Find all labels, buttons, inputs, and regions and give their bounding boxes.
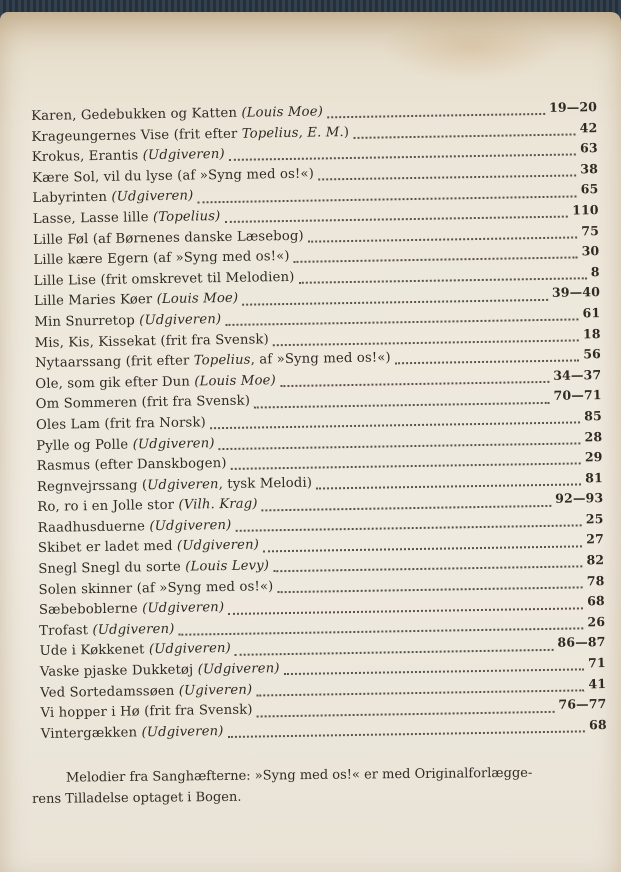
dot-leader: [210, 412, 581, 430]
toc-title: Krokus, Erantis (Udgiveren): [31, 147, 225, 166]
toc-page-number: 26: [587, 613, 606, 630]
dot-leader: [254, 392, 550, 409]
toc-title: Krageungernes Vise (frit efter Topelius, E. M.): [31, 124, 350, 145]
dot-leader: [235, 515, 582, 532]
toc-page-number: 65: [580, 181, 599, 197]
dot-leader: [353, 123, 576, 138]
toc-title: Lille Føl (af Børnenes danske Læsebog): [32, 228, 304, 248]
toc-title: Sæbeboblerne (Udgiveren): [38, 600, 225, 619]
toc-page-number: 42: [579, 119, 598, 135]
toc-page-number: 19—20: [548, 99, 598, 115]
toc-page-number: 63: [579, 140, 598, 156]
toc-title: Regnvejrssang (Udgiveren, tysk Melodi): [36, 475, 313, 495]
toc-page-number: 68: [588, 716, 607, 733]
toc-page-number: 34—37: [553, 366, 602, 383]
toc-title: Vi hopper i Hø (frit fra Svensk): [40, 702, 253, 722]
dot-leader: [294, 247, 578, 263]
toc-title: Ole, som gik efter Dun (Louis Moe): [35, 372, 276, 392]
dot-leader: [318, 165, 577, 181]
toc-page-number: 18: [582, 325, 601, 341]
toc-page-number: 78: [586, 572, 605, 588]
footer-note: [32, 762, 592, 810]
toc-page-number: 70—71: [553, 387, 602, 404]
toc-title: Vintergækken (Udgiveren): [40, 723, 224, 742]
toc-title: Lasse, Lasse lille (Topelius): [32, 209, 221, 227]
toc-page-number: 82: [586, 552, 605, 568]
dot-leader: [229, 144, 577, 161]
dot-leader: [231, 453, 581, 471]
toc-title: Om Sommeren (frit fra Svensk): [35, 393, 251, 413]
toc-title: Solen skinner (af »Syng med os!«): [38, 578, 274, 598]
toc-page-number: 61: [582, 305, 601, 321]
dot-leader: [257, 700, 555, 717]
dot-leader: [256, 679, 584, 696]
toc-title: Ude i Køkkenet (Udgiveren): [39, 641, 232, 660]
footer-line-2: rens Tilladelse optaget i Bogen.: [32, 789, 242, 807]
toc-page-number: 41: [588, 675, 607, 691]
toc-title: Vaske pjaske Dukketøj (Udgiveren): [39, 661, 280, 680]
dot-leader: [327, 103, 545, 118]
toc-title: Pylle og Polle (Udgiveren): [36, 435, 215, 454]
toc-title: Lille Maries Køer (Louis Moe): [33, 291, 239, 310]
toc-title: Nytaarssang (frit efter Topelius, af »Syng med os!«): [34, 350, 391, 372]
toc-title: Lille Lise (frit omskrevet til Melodien): [33, 269, 295, 289]
toc-page-number: 8: [590, 263, 600, 279]
toc-page-number: 92—93: [555, 490, 604, 507]
toc-title: Ved Sortedamssøen (Ugiveren): [40, 682, 253, 701]
dot-leader: [219, 432, 581, 450]
dot-leader: [263, 535, 582, 552]
toc-title: Raadhusduerne (Udgiveren): [37, 517, 232, 536]
table-of-contents: [31, 97, 607, 744]
toc-page-number: 25: [585, 510, 604, 527]
toc-page-number: 39—40: [551, 284, 601, 301]
toc-title: Rasmus (efter Danskbogen): [36, 456, 227, 475]
dot-leader: [262, 494, 552, 511]
dot-leader: [316, 473, 581, 489]
dot-leader: [228, 597, 583, 615]
toc-page-number: 29: [584, 449, 603, 465]
toc-title: Mis, Kis, Kissekat (frit fra Svensk): [34, 331, 270, 351]
toc-page-number: 38: [580, 160, 599, 177]
toc-title: Lille kære Egern (af »Syng med os!«): [33, 249, 290, 269]
dot-leader: [242, 289, 548, 306]
dot-leader: [284, 659, 585, 676]
toc-page-number: 30: [581, 243, 600, 259]
dot-leader: [298, 267, 587, 284]
dot-leader: [277, 576, 583, 593]
toc-title: Karen, Gedebukken og Katten (Louis Moe): [31, 104, 324, 124]
toc-page-number: 75: [581, 222, 600, 238]
toc-page-number: 76—77: [558, 696, 607, 713]
toc-title: Oles Lam (frit fra Norsk): [35, 415, 206, 433]
dot-leader: [395, 350, 580, 365]
dot-leader: [280, 371, 550, 387]
toc-page-number: 81: [585, 469, 604, 486]
toc-page-number: 71: [587, 655, 606, 671]
footer-line-1: Melodier fra Sanghæfterne: »Syng med os!« er med Originalforlæggе-: [65, 765, 533, 786]
paper-stain: [380, 12, 560, 82]
toc-page-number: 86—87: [557, 634, 606, 651]
dot-leader: [225, 309, 579, 327]
toc-page-number: 27: [586, 531, 604, 547]
toc-title: Kære Sol, vil du lyse (af »Syng med os!«): [32, 166, 315, 186]
dot-leader: [227, 720, 585, 738]
dot-leader: [308, 226, 578, 242]
toc-title: Skibet er ladet med (Udgiveren): [37, 537, 260, 557]
dot-leader: [235, 639, 554, 656]
toc-page-number: 56: [583, 346, 602, 362]
toc-title: Snegl Snegl du sorte (Louis Levy): [38, 558, 270, 578]
dot-leader: [273, 329, 579, 346]
toc-title: Labyrinten (Udgiveren): [32, 188, 194, 207]
toc-title: Trofast (Udgiveren): [39, 621, 175, 639]
toc-title: Min Snurretop (Udgiveren): [34, 311, 222, 330]
dot-leader: [224, 206, 568, 223]
toc-page-number: 85: [584, 407, 603, 424]
toc-title: Ro, ro i en Jolle stor (Vilh. Krag): [37, 496, 258, 516]
toc-page-number: 110: [572, 202, 599, 218]
toc-page-number: 28: [584, 428, 603, 444]
dot-leader: [273, 556, 583, 573]
toc-page-number: 68: [587, 593, 605, 609]
